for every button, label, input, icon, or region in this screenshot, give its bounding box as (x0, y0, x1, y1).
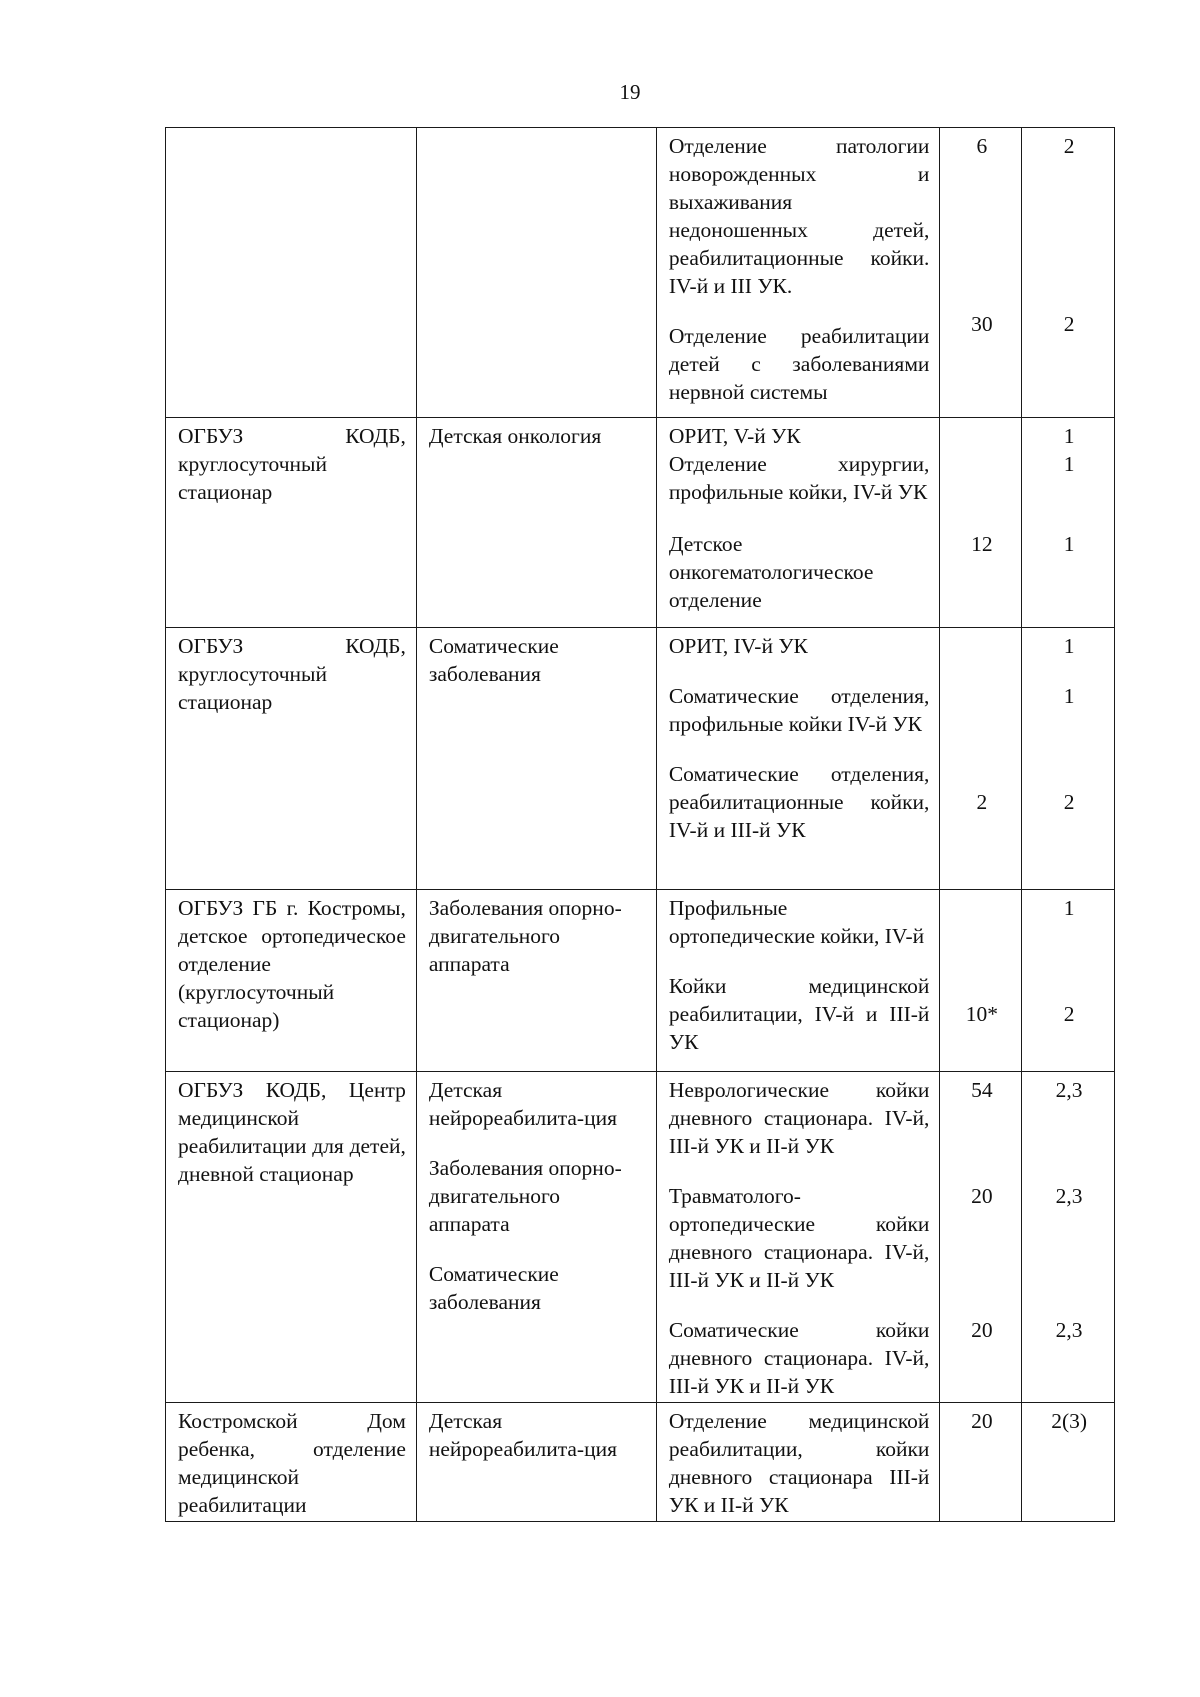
beds-value: 6 (976, 134, 988, 158)
stage-cell (1022, 1072, 1115, 1403)
facility-cell: Костромской Дом ребенка, отделение медицинской реабилитации (166, 1403, 417, 1522)
unit-cell (656, 890, 940, 1072)
rehabilitation-table (165, 127, 1115, 1522)
table-row (166, 418, 1115, 628)
beds-value: 10* (965, 1002, 998, 1026)
stage-value: 1 (1063, 452, 1075, 476)
stage-value: 1 (1063, 896, 1075, 920)
unit-text: Неврологические койки дневного стационара. IV-й, III-й УК и II-й УК (668, 1078, 930, 1158)
beds-value: 20 (971, 1409, 993, 1433)
unit-text: Койки медицинской реабилитации, IV-й и III-й УК (668, 974, 930, 1054)
profile-cell: Детская нейрореабилита-ция (416, 1403, 656, 1522)
stage-value: 2,3 (1055, 1078, 1083, 1102)
beds-value (952, 422, 1011, 450)
unit-text: Профильные ортопедические койки, IV-й (668, 896, 925, 948)
unit-cell (656, 628, 940, 890)
beds-value: 12 (971, 532, 993, 556)
profile-cell (416, 128, 656, 418)
stage-value: 1 (1063, 684, 1075, 708)
stage-cell (1022, 128, 1115, 418)
beds-value: 20 (971, 1184, 993, 1208)
table-row (166, 128, 1115, 418)
stage-cell (1022, 890, 1115, 1072)
beds-value (952, 682, 1011, 710)
unit-text: Отделение реабилитации детей с заболеваниями нервной системы (668, 324, 930, 404)
stage-value: 2 (1063, 1002, 1075, 1026)
beds-cell (940, 1072, 1022, 1403)
stage-cell (1022, 1403, 1115, 1522)
unit-text: ОРИТ, IV-й УК (668, 634, 808, 658)
unit-cell (656, 1403, 940, 1522)
unit-cell (656, 128, 940, 418)
unit-text: Отделение хирургии, профильные койки, IV-й УК (668, 452, 930, 504)
beds-value (952, 632, 1011, 660)
beds-value: 54 (971, 1078, 993, 1102)
unit-text: Отделение патологии новорожденных и выхаживания недоношенных детей, реабилитационные койки. IV-й и III УК. (668, 134, 930, 298)
facility-cell (166, 128, 417, 418)
beds-cell (940, 1403, 1022, 1522)
facility-cell: ОГБУЗ КОДБ, круглосуточный стационар (166, 418, 417, 628)
unit-text: Отделение медицинской реабилитации, койки дневного стационара III-й УК и II-й УК (668, 1409, 930, 1517)
table-row (166, 1403, 1115, 1522)
profile-text: Соматические заболевания (428, 1262, 559, 1314)
stage-value: 2 (1063, 134, 1075, 158)
table-row (166, 890, 1115, 1072)
facility-cell: ОГБУЗ КОДБ, круглосуточный стационар (166, 628, 417, 890)
beds-cell (940, 628, 1022, 890)
page-number: 19 (619, 80, 641, 104)
facility-cell: ОГБУЗ КОДБ, Центр медицинской реабилитации для детей, дневной стационар (166, 1072, 417, 1403)
beds-cell (940, 128, 1022, 418)
unit-text: Соматические отделения, профильные койки IV-й УК (668, 684, 930, 736)
beds-value: 20 (971, 1318, 993, 1342)
beds-cell (940, 418, 1022, 628)
unit-text: Детское онкогематологическое отделение (668, 532, 874, 612)
stage-cell (1022, 628, 1115, 890)
profile-cell: Детская онкология (416, 418, 656, 628)
stage-value: 2 (1063, 312, 1075, 336)
beds-value (952, 894, 1011, 922)
unit-cell (656, 418, 940, 628)
beds-value: 2 (976, 790, 988, 814)
unit-text: ОРИТ, V-й УК (668, 424, 801, 448)
stage-value: 2(3) (1051, 1409, 1088, 1433)
unit-cell (656, 1072, 940, 1403)
profile-text: Детская нейрореабилита-ция (428, 1078, 617, 1130)
facility-cell: ОГБУЗ ГБ г. Костромы, детское ортопедическое отделение (круглосуточный стационар) (166, 890, 417, 1072)
stage-value: 1 (1063, 532, 1075, 556)
table-row (166, 628, 1115, 890)
unit-text: Соматические отделения, реабилитационные койки, IV-й и III-й УК (668, 762, 930, 842)
profile-cell (416, 1072, 656, 1403)
stage-value: 1 (1063, 634, 1075, 658)
stage-value: 2 (1063, 790, 1075, 814)
profile-cell: Заболевания опорно-двигательного аппарата (416, 890, 656, 1072)
stage-value: 2,3 (1055, 1184, 1083, 1208)
beds-cell (940, 890, 1022, 1072)
stage-value: 2,3 (1055, 1318, 1083, 1342)
beds-value: 30 (971, 312, 993, 336)
unit-text: Соматические койки дневного стационара. IV-й, III-й УК и II-й УК (668, 1318, 930, 1398)
unit-text: Травматолого-ортопедические койки дневного стационара. IV-й, III-й УК и II-й УК (668, 1184, 930, 1292)
table-row (166, 1072, 1115, 1403)
beds-value (952, 450, 1011, 478)
profile-cell: Соматические заболевания (416, 628, 656, 890)
stage-cell (1022, 418, 1115, 628)
profile-text: Заболевания опорно-двигательного аппарата (428, 1156, 622, 1236)
stage-value: 1 (1063, 424, 1075, 448)
